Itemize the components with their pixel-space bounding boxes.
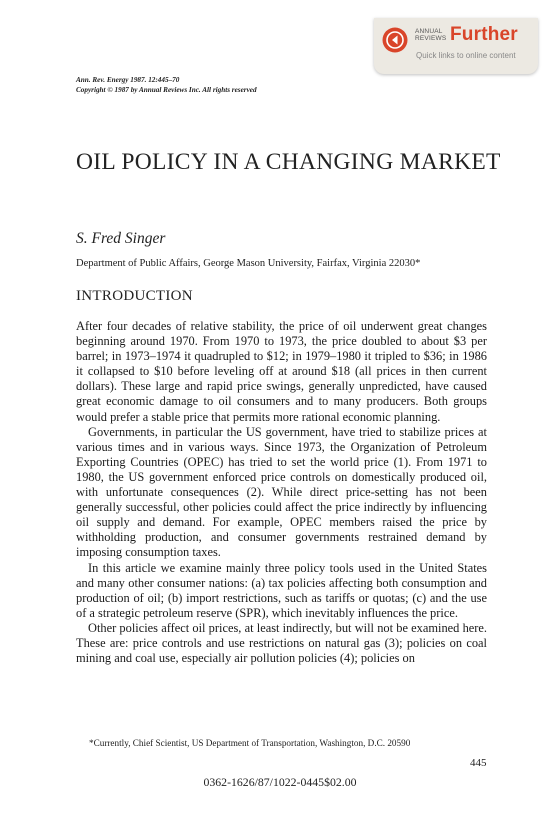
copyright-line: Copyright © 1987 by Annual Reviews Inc. All rights reserved xyxy=(76,86,257,94)
paragraph: Governments, in particular the US government, have tried to stabilize prices at various times and in various ways. Since 1973, the Organization of Petroleum Exporting Countries (OPEC) has tried to set the world price (1). From 1971 to 1980, the US government enforced price controls on domestically produced oil, with unfortunate consequences (2). While direct price-setting has not been generally successful, other policies could affect the price indirectly by influencing oil supply and demand. For example, OPEC members raised the price by withholding production, and consumer governments restrained demand by imposing consumption taxes. xyxy=(76,424,487,560)
further-subtitle: Quick links to online content xyxy=(416,51,516,60)
article-code: 0362-1626/87/1022-0445$02.00 xyxy=(203,775,357,789)
paragraph: In this article we examine mainly three policy tools used in the United States and many other consumer nations: (a) tax policies affecting both consumption and production of oil; (b) import restrictions, such as tariffs or quotas; (c) and the use of a strategic petroleum reserve (SPR), which inevitably influences the price. xyxy=(76,560,487,620)
journal-line: Ann. Rev. Energy 1987. 12:445–70 xyxy=(76,76,180,84)
paragraph: Other policies affect oil prices, at least indirectly, but will not be examined here. These are: price controls and use restrictions on natural gas (3); policies on coal mining and coal use, especially air pollution policies (4); policies on xyxy=(76,620,487,666)
article-author: S. Fred Singer xyxy=(76,230,166,247)
footnote: *Currently, Chief Scientist, US Department of Transportation, Washington, D.C. 20590 xyxy=(89,738,411,748)
paragraph: After four decades of relative stability, the price of oil underwent great changes beginning around 1970. From 1970 to 1973, the price doubled to about $3 per barrel; in 1973–1974 it quadrupled to $12; in 1979–1980 it tripled to $36; in 1986 it collapsed to $10 before leveling off at around $18 (all prices in then current dollars). These large and rapid price swings, generally unpredicted, have caused great economic damage to oil consumers and to many producers. Both groups would prefer a stable price that permits more rational economic planning. xyxy=(76,319,487,424)
further-label: Further xyxy=(450,24,518,45)
body-text xyxy=(76,319,487,666)
further-badge[interactable] xyxy=(374,18,538,74)
author-affiliation: Department of Public Affairs, George Mason University, Fairfax, Virginia 22030* xyxy=(76,258,421,269)
section-heading: INTRODUCTION xyxy=(76,288,193,304)
further-logo-icon xyxy=(382,27,408,53)
journal-citation xyxy=(76,75,257,95)
annual-reviews-label: ANNUAL REVIEWS xyxy=(415,28,447,42)
article-title: OIL POLICY IN A CHANGING MARKET xyxy=(76,149,501,175)
page-number: 445 xyxy=(470,757,487,769)
